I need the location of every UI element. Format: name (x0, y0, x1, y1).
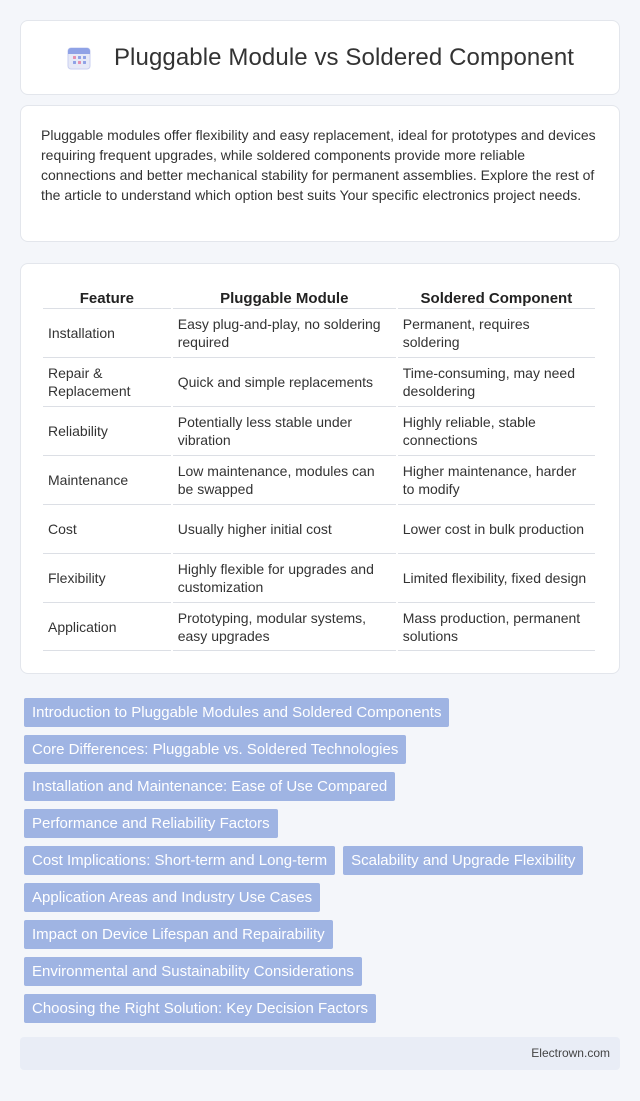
table-row (43, 455, 595, 504)
table-row (43, 602, 595, 651)
table-row (43, 406, 595, 455)
topic-link-cost-implications[interactable]: Cost Implications: Short-term and Long-term (24, 846, 335, 875)
topic-link-device-lifespan[interactable]: Impact on Device Lifespan and Repairability (24, 920, 333, 949)
topic-link-environmental[interactable]: Environmental and Sustainability Considerations (24, 957, 362, 986)
soldered-cell: Lower cost in bulk production (398, 504, 595, 553)
table-row (43, 308, 595, 357)
comparison-table (41, 286, 597, 651)
soldered-cell: Permanent, requires soldering (398, 308, 595, 357)
pluggable-cell: Easy plug-and-play, no soldering required (173, 308, 396, 357)
feature-cell: Maintenance (43, 455, 171, 504)
topic-link-application-areas[interactable]: Application Areas and Industry Use Cases (24, 883, 320, 912)
feature-cell: Reliability (43, 406, 171, 455)
intro-card (20, 105, 620, 242)
header-feature: Feature (79, 290, 134, 307)
pluggable-cell: Low maintenance, modules can be swapped (173, 455, 396, 504)
intro-text: Pluggable modules offer flexibility and easy replacement, ideal for prototypes and devices requiring frequent upgrades, while soldered components provide more reliable connections and better mechanical stability for permanent assemblies. Explore the rest of the article to understand which option best suits Your specific electronics project needs. (41, 127, 596, 203)
pluggable-cell: Prototyping, modular systems, easy upgrades (173, 602, 396, 651)
topic-link-installation-maintenance[interactable]: Installation and Maintenance: Ease of Use Compared (24, 772, 395, 801)
feature-cell: Application (43, 602, 171, 651)
soldered-cell: Higher maintenance, harder to modify (398, 455, 595, 504)
topic-links (24, 698, 620, 1031)
page-title: Pluggable Module vs Soldered Component (113, 43, 575, 71)
feature-cell: Flexibility (43, 553, 171, 602)
header-soldered-component: Soldered Component (420, 290, 573, 307)
topic-link-performance-reliability[interactable]: Performance and Reliability Factors (24, 809, 278, 838)
soldered-cell: Mass production, permanent solutions (398, 602, 595, 651)
topic-link-scalability[interactable]: Scalability and Upgrade Flexibility (343, 846, 583, 875)
table-row (43, 504, 595, 553)
footer-brand[interactable]: Electrown.com (531, 1046, 610, 1060)
table-row (43, 357, 595, 406)
feature-cell: Installation (43, 308, 171, 357)
soldered-cell: Time-consuming, may need desoldering (398, 357, 595, 406)
topic-link-introduction[interactable]: Introduction to Pluggable Modules and Soldered Components (24, 698, 449, 727)
comparison-table-card (20, 263, 620, 674)
table-header-row (43, 286, 595, 308)
calendar-grid-icon (66, 45, 92, 71)
topic-link-core-differences[interactable]: Core Differences: Pluggable vs. Soldered Technologies (24, 735, 406, 764)
pluggable-cell: Quick and simple replacements (173, 357, 396, 406)
topic-link-choosing-solution[interactable]: Choosing the Right Solution: Key Decision Factors (24, 994, 376, 1023)
header-card (20, 20, 620, 95)
pluggable-cell: Highly flexible for upgrades and customization (173, 553, 396, 602)
feature-cell: Cost (43, 504, 171, 553)
pluggable-cell: Usually higher initial cost (173, 504, 396, 553)
soldered-cell: Limited flexibility, fixed design (398, 553, 595, 602)
table-row (43, 553, 595, 602)
pluggable-cell: Potentially less stable under vibration (173, 406, 396, 455)
header-pluggable-module: Pluggable Module (220, 290, 349, 307)
footer (20, 1037, 620, 1070)
soldered-cell: Highly reliable, stable connections (398, 406, 595, 455)
feature-cell: Repair & Replacement (43, 357, 171, 406)
